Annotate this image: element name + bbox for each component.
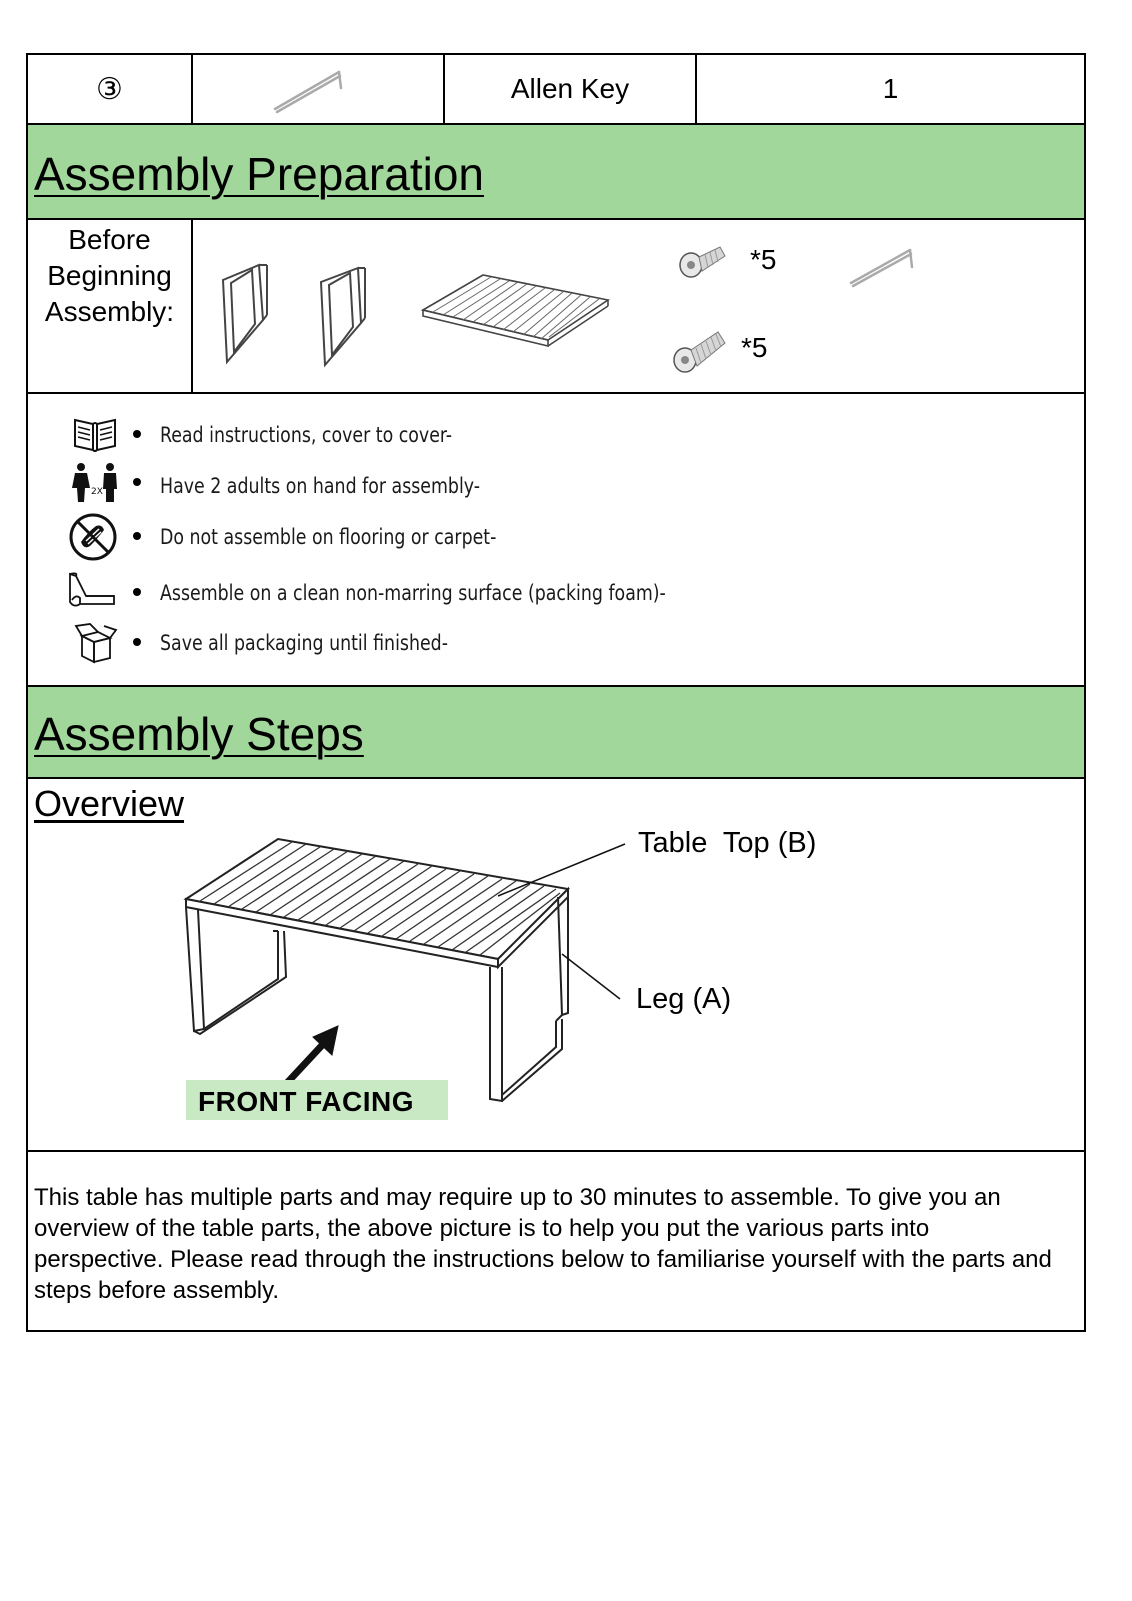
description-row xyxy=(26,1152,1086,1332)
part-image-cell xyxy=(193,55,445,123)
leg-label: Leg (A) xyxy=(636,983,732,1015)
two-adults-icon xyxy=(70,462,120,504)
before-label-line-2: Beginning xyxy=(47,260,172,291)
part-number-cell xyxy=(28,55,193,123)
rule-text: Assemble on a clean non-marring surface (packing foam)- xyxy=(160,581,666,605)
before-label-line-1: Before xyxy=(68,224,151,255)
leg-icon xyxy=(321,268,365,365)
rule-text: Read instructions, cover to cover- xyxy=(160,423,453,447)
rule-text: Have 2 adults on hand for assembly- xyxy=(160,474,481,498)
safety-rules-row xyxy=(26,394,1086,687)
bullet xyxy=(133,430,141,438)
section-title: Assembly Steps xyxy=(34,708,364,760)
allen-key-icon xyxy=(851,250,912,286)
description-text: This table has multiple parts and may require up to 30 minutes to assemble. To give you an overview of the table parts, the above picture is to help you put the various parts into perspective. Please read through the instructions below to familiarise yourself with the parts and steps before assembly. xyxy=(34,1184,1052,1304)
before-assembly-row xyxy=(26,220,1086,394)
allen-key-icon xyxy=(193,55,445,125)
parts-overview-cell xyxy=(193,220,1084,392)
part-name: Allen Key xyxy=(510,73,630,104)
front-facing-label: FRONT FACING xyxy=(198,1086,414,1117)
before-label-line-3: Assembly: xyxy=(44,296,175,327)
part-quantity: 1 xyxy=(882,73,899,104)
bolt-icon xyxy=(680,247,725,277)
rule-text: Save all packaging until finished- xyxy=(160,631,448,655)
assembly-preparation-header xyxy=(26,125,1086,220)
part-quantity-cell xyxy=(697,55,1084,123)
table-top-label: Table Top (B) xyxy=(638,827,817,859)
assembly-steps-header xyxy=(26,687,1086,779)
bullet xyxy=(133,638,141,646)
svg-text:2X: 2X xyxy=(91,487,103,497)
overview-row xyxy=(26,779,1086,1152)
before-label-cell xyxy=(28,220,193,392)
bullet xyxy=(133,478,141,486)
bolt-quantity: *5 xyxy=(750,244,777,275)
bolt-quantity: *5 xyxy=(741,332,768,363)
parts-row xyxy=(26,53,1086,125)
leg-icon xyxy=(223,265,267,362)
foam-sheet-icon xyxy=(66,570,118,612)
book-icon xyxy=(72,414,118,454)
bolt-icon xyxy=(674,332,725,372)
front-facing-badge xyxy=(186,1080,448,1120)
rule-text: Do not assemble on flooring or carpet- xyxy=(160,525,497,549)
no-carpet-icon xyxy=(68,512,118,562)
parts-overview-image xyxy=(193,220,1086,392)
section-title: Assembly Preparation xyxy=(34,148,484,200)
bullet xyxy=(133,588,141,596)
part-number: ③ xyxy=(96,72,123,106)
part-name-cell xyxy=(445,55,697,123)
overview-title: Overview xyxy=(34,783,185,824)
assembly-document xyxy=(26,53,1086,1332)
box-icon xyxy=(72,620,118,664)
bullet xyxy=(133,532,141,540)
